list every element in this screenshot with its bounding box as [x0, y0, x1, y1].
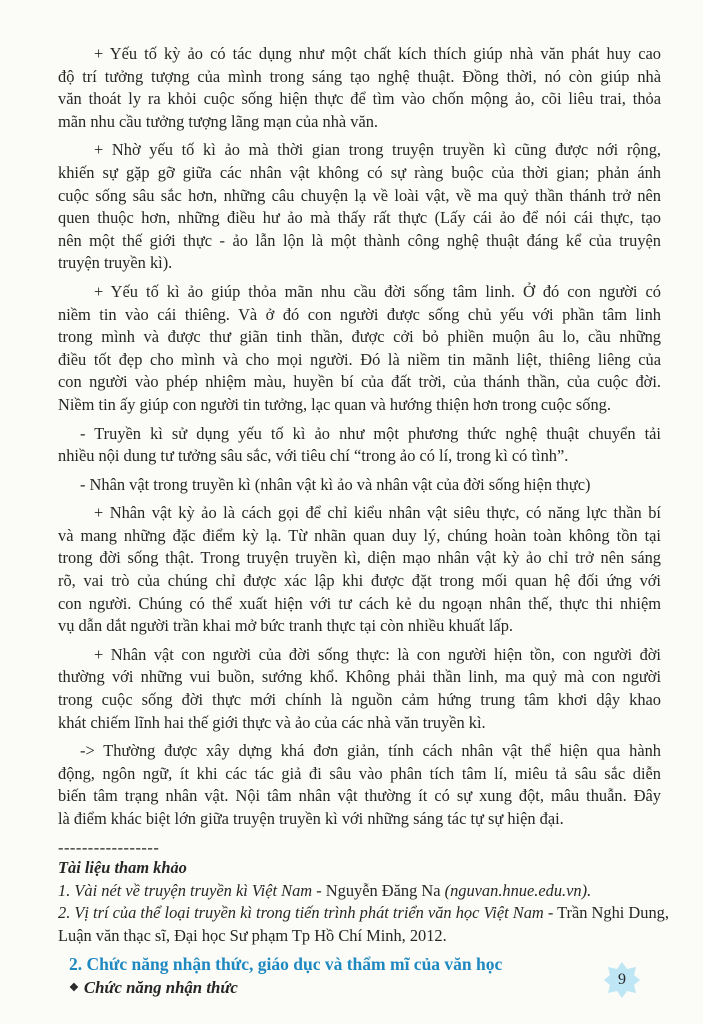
paragraph	[58, 139, 661, 275]
text-line: + Yếu tố kì ảo giúp thỏa mãn nhu cầu đời sống tâm linh. Ở đó con người có	[94, 281, 661, 301]
text-line: truyện truyền kì).	[58, 253, 173, 273]
reference-title: 1. Vài nét về truyện truyền kì Việt Nam	[58, 880, 313, 900]
page-body	[58, 43, 669, 999]
text-line: trong cuộc sống đời thực mới chính là nguồn cảm hứng trung tâm khơi dậy khao	[58, 690, 661, 710]
reference-author: - Nguyễn Đăng Na	[312, 880, 445, 900]
paragraph	[58, 281, 661, 417]
text-line: - Truyền kì sử dụng yếu tố kì ảo như một phương thức nghệ thuật chuyển tải	[80, 423, 661, 443]
text-line: -> Thường được xây dựng khá đơn giản, tính cách nhân vật thể hiện qua hành	[80, 741, 661, 761]
text-line: là điểm khác biệt lớn giữa truyện truyền kì với những sáng tác tự sự hiện đại.	[58, 809, 564, 828]
paragraph	[58, 474, 661, 497]
text-line: - Nhân vật trong truyền kì (nhân vật kì ảo và nhân vật của đời sống hiện thực)	[80, 474, 591, 494]
text-line: văn thoát ly ra khỏi cuộc sống hiện thực để tìm vào chốn mộng ảo, cõi liêu trai, thỏa	[58, 89, 661, 109]
page-number: 9	[618, 971, 626, 988]
reference-title: 2. Vị trí của thể loại truyền kì trong tiến trình phát triển văn học Việt Nam	[58, 903, 544, 923]
text-line: độ trí tưởng tượng của mình trong sáng tạo nghệ thuật. Đồng thời, nó còn giúp nhà	[58, 66, 661, 86]
reference-author: - Trần Nghi Dung,	[543, 903, 669, 923]
text-line: vụ dẫn dắt người trần khai mở bức tranh thực tại còn nhiều khuất lấp.	[58, 616, 514, 636]
text-line: khiến sự gặp gỡ giữa các nhân vật không có sự ràng buộc của thời gian; phản ánh	[58, 162, 661, 182]
body-paragraphs	[58, 43, 661, 831]
paragraph	[58, 43, 661, 133]
paragraph	[58, 423, 661, 468]
subheading	[69, 977, 661, 1000]
text-line: quen thuộc hơn, những điều hư ảo mà thấy rất thực (Lấy cái ảo để nói cái thực, tạo	[58, 208, 661, 228]
references-title: Tài liệu tham khảo	[58, 858, 187, 878]
references-list	[58, 880, 669, 948]
text-line: niềm tin vào cái thiêng. Và ở đó con người được sống chủ yếu với phần tâm linh	[58, 304, 661, 324]
reference-continuation: Luận văn thạc sĩ, Đại học Sư phạm Tp Hồ Chí Minh, 2012.	[58, 925, 447, 945]
text-line: + Nhân vật kỳ ảo là cách gọi để chỉ kiểu nhân vật siêu thực, có năng lực thần bí	[94, 503, 661, 523]
text-line: nên một thế giới thực - ảo lẫn lộn là một thành công nghệ thuật đáng kể của truyện	[58, 230, 661, 250]
reference-item	[58, 902, 669, 925]
text-line: nhiều nội dung tư tưởng sâu sắc, với tiêu chí “trong ảo có lí, trong kì có tình”.	[58, 446, 569, 466]
reference-item	[58, 880, 661, 903]
subheading-text: Chức năng nhận thức	[83, 977, 238, 997]
text-line: và mang những đặc điểm kỳ lạ. Từ nhãn quan duy lý, chúng hoàn toàn không tồn tại	[58, 525, 661, 545]
text-line: + Nhờ yếu tố kì ảo mà thời gian trong truyện truyền kì cũng được nới rộng,	[94, 140, 661, 160]
page-number-badge	[603, 961, 641, 999]
text-line: Niềm tin ấy giúp con người tin tưởng, lạc quan và hướng thiện hơn trong cuộc sống.	[58, 394, 611, 414]
paragraph	[58, 644, 661, 734]
text-line: + Yếu tố kỳ ảo có tác dụng như một chất kích thích giúp nhà văn phát huy cao	[94, 44, 661, 63]
text-line: điều tốt đẹp cho mình và cho mọi người. Đó là niềm tin mãnh liệt, thiêng liêng của	[58, 349, 661, 369]
text-line: động, ngôn ngữ, ít khi các tác giả đi sâu vào phân tích tâm lí, miêu tả sâu sắc diễn	[58, 763, 661, 783]
text-line: con người. Chúng có thể xuất hiện với tư cách kẻ du ngoạn nhân thế, thực thi nhiệm	[58, 593, 661, 613]
text-line: mãn nhu cầu tưởng tượng lãng mạn của nhà văn.	[58, 111, 379, 131]
text-line: trong mình và được thư giãn tinh thần, được cởi bỏ phiền muộn âu lo, cầu những	[58, 327, 661, 347]
text-line: + Nhân vật con người của đời sống thực: là con người hiện tồn, con người đời	[94, 644, 661, 664]
text-line: thường với những vui buồn, sướng khổ. Không phải thần linh, ma quỷ mà con người	[58, 667, 661, 687]
text-line: con người vào phép nhiệm màu, huyền bí của đất trời, của thánh thần, của cuộc đời.	[58, 372, 661, 392]
reference-source: (nguvan.hnue.edu.vn).	[444, 880, 592, 900]
diamond-bullet-icon: ❖	[69, 981, 79, 994]
text-line: khát chiếm lĩnh hai thế giới thực và ảo của các nhà văn truyền kì.	[58, 712, 486, 732]
text-line: trong đời sống thật. Trong truyện truyền kì, diện mạo nhân vật kỳ ảo chỉ trở nên sáng	[58, 548, 661, 568]
paragraph	[58, 502, 661, 638]
text-line: rõ, vai trò của chúng chỉ được xác lập khi được đặt trong mối quan hệ đối ứng với	[58, 571, 661, 591]
text-line: cuộc sống sâu sắc hơn, những câu chuyện lạ về loài vật, về ma quỷ thần thánh trở nên	[58, 185, 661, 205]
paragraph	[58, 740, 661, 830]
text-line: biến tâm trạng nhân vật. Nội tâm nhân vật thường ít có sự xung đột, mâu thuẫn. Đây	[58, 786, 661, 806]
footnote-separator: -----------------	[58, 837, 160, 857]
section-heading: 2. Chức năng nhận thức, giáo dục và thẩm mĩ của văn học	[69, 953, 503, 974]
